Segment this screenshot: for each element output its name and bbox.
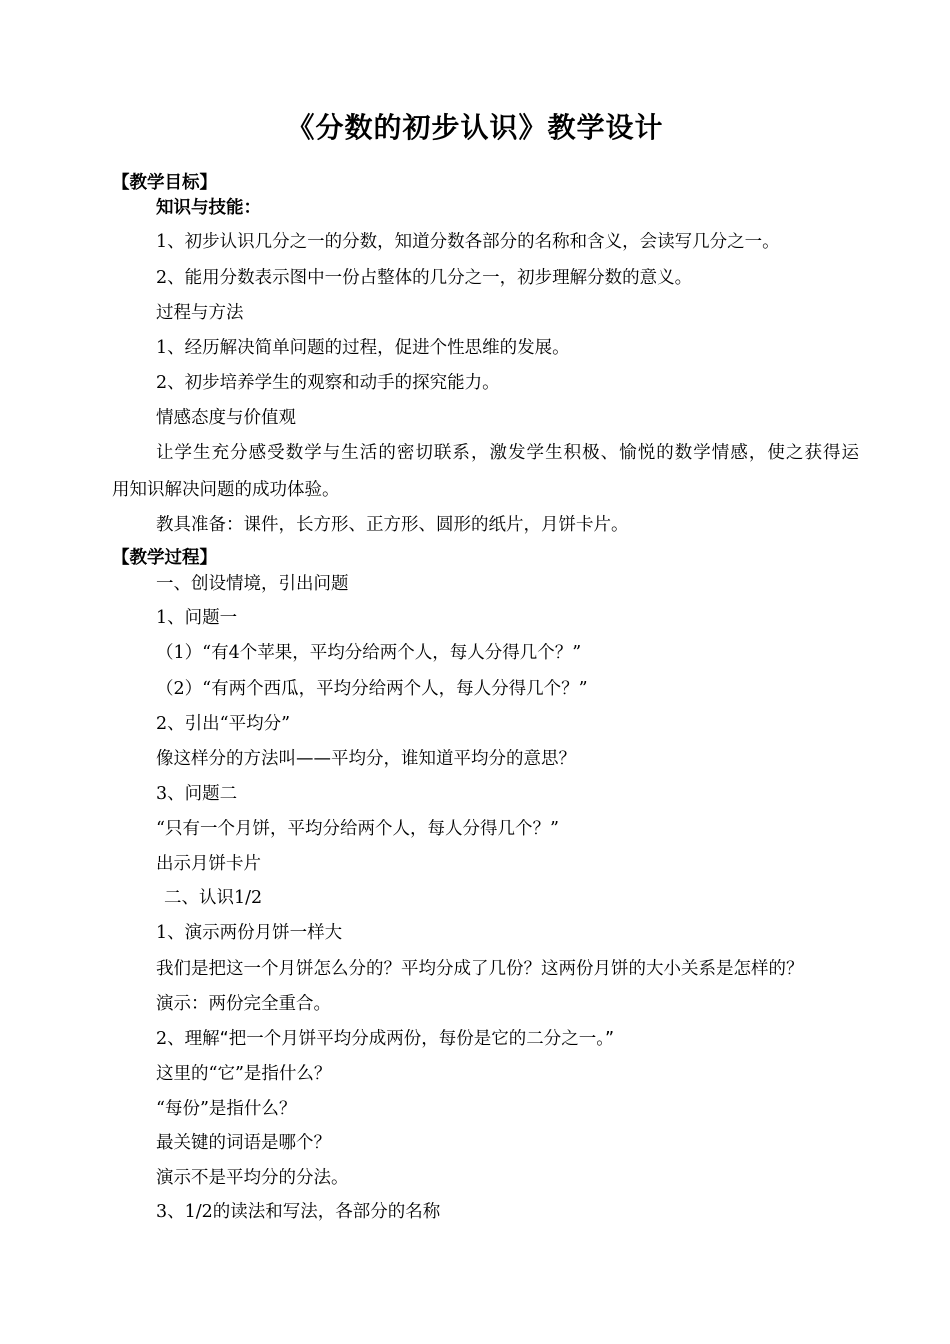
- section-heading-goals: 【教学目标】: [112, 173, 217, 193]
- paragraph-line: 演示不是平均分的分法。: [156, 1168, 349, 1188]
- document-title: 《分数的初步认识》教学设计: [286, 111, 664, 144]
- paragraph-line: 用知识解决问题的成功体验。: [112, 480, 340, 500]
- subheading-attitude: 情感态度与价值观: [156, 408, 296, 428]
- paragraph-line: “只有一个月饼，平均分给两个人，每人分得几个？”: [156, 819, 559, 839]
- subheading-process: 过程与方法: [156, 303, 244, 323]
- section-heading-process: 【教学过程】: [112, 548, 217, 568]
- text-span: “把一个月饼平均分成两份，每份是它的二分之一。”: [219, 1029, 615, 1049]
- paragraph-line: 最关键的词语是哪个？: [156, 1133, 331, 1153]
- paragraph-line: 2、初步培养学生的观察和动手的探究能力。: [156, 373, 500, 393]
- paragraph-line: 1、问题一: [156, 608, 238, 628]
- paragraph-line: 演示：两份完全重合。: [156, 994, 331, 1014]
- paragraph-line: （2）“有两个西瓜，平均分给两个人，每人分得几个？”: [156, 679, 588, 699]
- paragraph-line: 让学生充分感受数学与生活的密切联系，激发学生积极、愉悦的数学情感，使之获得运: [156, 443, 859, 463]
- subheading-knowledge: 知识与技能：: [156, 198, 261, 218]
- paragraph-line: 2、引出“平均分”: [156, 714, 291, 734]
- text-span: 2、理解: [156, 1029, 220, 1049]
- paragraph-line: 一、创设情境，引出问题: [156, 574, 349, 594]
- paragraph-line: （1）“有4个苹果，平均分给两个人，每人分得几个？”: [156, 643, 582, 663]
- paragraph-line: 像这样分的方法叫——平均分，谁知道平均分的意思？: [156, 749, 576, 769]
- paragraph-line: 1、演示两份月饼一样大: [156, 923, 343, 943]
- paragraph-line: 出示月饼卡片: [156, 854, 261, 874]
- paragraph-line: 2、能用分数表示图中一份占整体的几分之一，初步理解分数的意义。: [156, 268, 693, 288]
- paragraph-line: 我们是把这一个月饼怎么分的？平均分成了几份？这两份月饼的大小关系是怎样的？: [156, 959, 804, 979]
- paragraph-line: 教具准备：课件，长方形、正方形、圆形的纸片，月饼卡片。: [156, 515, 629, 535]
- paragraph-line: [156, 1028, 614, 1050]
- paragraph-line: “每份”是指什么？: [156, 1099, 297, 1119]
- paragraph-line: 3、问题二: [156, 784, 238, 804]
- paragraph-line: 这里的“它”是指什么？: [156, 1064, 332, 1084]
- paragraph-line: 1、经历解决简单问题的过程，促进个性思维的发展。: [156, 338, 570, 358]
- paragraph-line: 二、认识1/2: [164, 888, 263, 908]
- paragraph-line: 3、1/2的读法和写法，各部分的名称: [156, 1202, 441, 1222]
- paragraph-line: 1、初步认识几分之一的分数，知道分数各部分的名称和含义，会读写几分之一。: [156, 232, 780, 252]
